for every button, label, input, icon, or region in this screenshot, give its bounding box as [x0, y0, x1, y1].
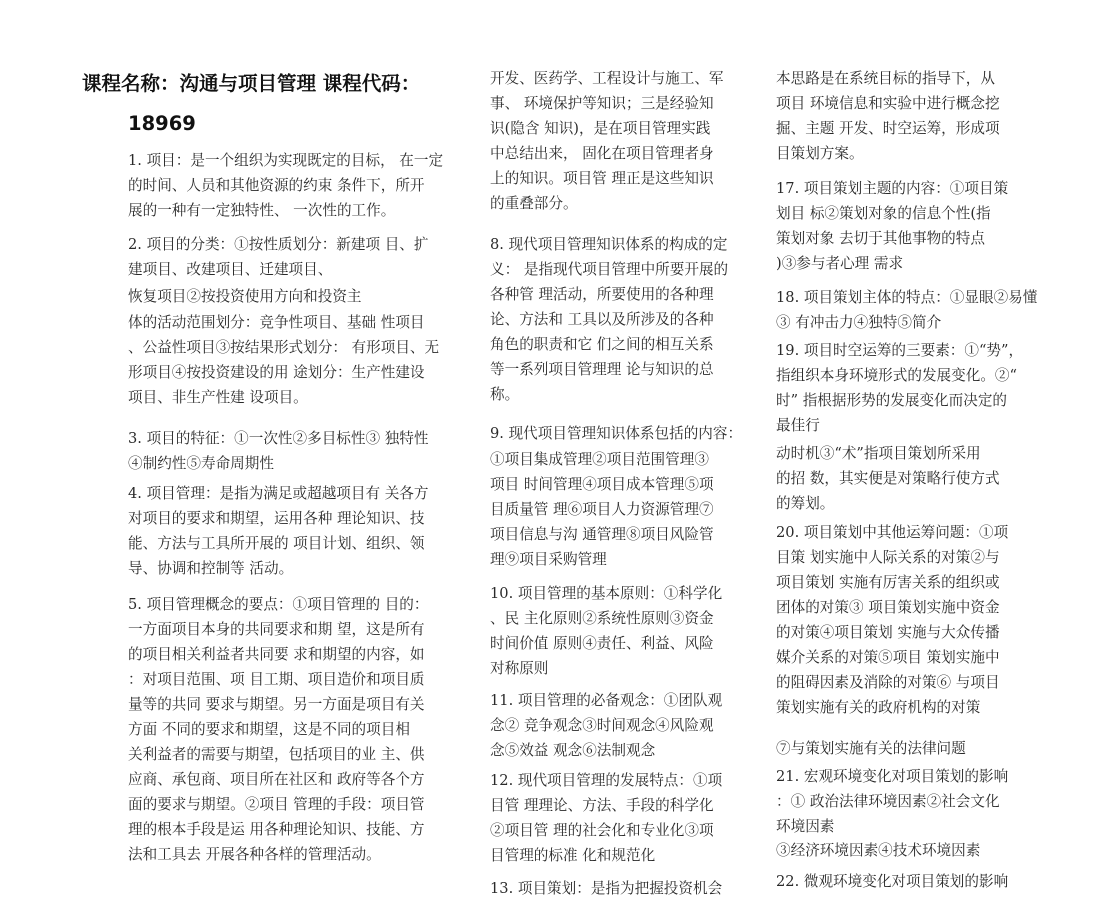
text-line: 18. 项目策划主体的特点：①显眼②易懂 [776, 289, 1038, 306]
paragraph [776, 285, 1048, 335]
text-line: ：① 政治法律环境因素②社会文化 [776, 793, 1000, 810]
text-line: 、公益性项目③按结果形式划分： 有形项目、无 [128, 339, 440, 356]
text-line: 量等的共同 要求与期望。另一方面是项目有关 [128, 696, 425, 713]
text-line: 称。 [490, 386, 520, 403]
text-line: 展的一种有一定独特性、 一次性的工作。 [128, 202, 396, 219]
text-line: 目管 理理论、方法、手段的科学化 [490, 797, 714, 814]
text-line: 义： 是指现代项目管理中所要开展的 [490, 261, 729, 278]
paragraph [776, 736, 1048, 761]
text-line: 一方面项目本身的共同要求和期 望，这是所有 [128, 621, 425, 638]
text-line: 关利益者的需要与期望，包括项目的业 主、供 [128, 746, 425, 763]
text-line: 本思路是在系统目标的指导下，从 [776, 70, 995, 87]
text-line: 20. 项目策划中其他运筹问题：①项 [776, 524, 1009, 541]
text-line: 8. 现代项目管理知识体系的构成的定 [490, 236, 728, 253]
text-line: 对称原则 [490, 660, 549, 677]
text-line: 项目信息与沟 通管理⑧项目风险管 [490, 526, 714, 543]
text-line: 理的根本手段是运 用各种理论知识、技能、方 [128, 821, 425, 838]
text-line: 的招 数，其实便是对策略行使方式 [776, 470, 1000, 487]
text-line: 、民 主化原则②系统性原则③资金 [490, 610, 714, 627]
text-line: 上的知识。项目管 理正是这些知识 [490, 170, 714, 187]
text-line: 论、方法和 工具以及所涉及的各种 [490, 311, 714, 328]
paragraph [776, 838, 1048, 863]
text-line: 策划对象 去切于其他事物的特点 [776, 230, 985, 247]
text-line: ②项目管 理的社会化和专业化③项 [490, 822, 714, 839]
paragraph [490, 421, 752, 446]
text-line: 目质量管 理⑥项目人力资源管理⑦ [490, 501, 714, 518]
paragraph [128, 481, 458, 581]
text-line: 应商、承包商、项目所在社区和 政府等各个方 [128, 771, 425, 788]
paragraph [490, 447, 752, 572]
text-line: 团体的对策③ 项目策划实施中资金 [776, 599, 1000, 616]
text-line: 的筹划。 [776, 495, 835, 512]
text-line: ：对项目范围、项 目工期、项目造价和项目质 [128, 671, 425, 688]
text-line: 项目 时间管理④项目成本管理⑤项 [490, 476, 714, 493]
text-line: ③经济环境因素④技术环境因素 [776, 842, 981, 859]
text-line: 恢复项目②按投资使用方向和投资主 [128, 288, 362, 305]
paragraph [776, 66, 1048, 166]
text-line: 目管理的标准 化和规范化 [490, 847, 656, 864]
text-line: 事、 环境保护等知识；三是经验知 [490, 95, 714, 112]
text-line: 策划实施有关的政府机构的对策 [776, 699, 981, 716]
text-line: 掘、主题 开发、时空运筹，形成项 [776, 120, 1000, 137]
text-line: 形项目④按投资建设的用 途划分：生产性建设 [128, 364, 425, 381]
text-line: 开发、医药学、工程设计与施工、军 [490, 70, 724, 87]
text-line: ④制约性⑤寿命周期性 [128, 455, 274, 472]
paragraph [490, 688, 752, 763]
text-line: 导、协调和控制等 活动。 [128, 560, 294, 577]
text-line: 建项目、改建项目、迁建项目、 [128, 261, 333, 278]
text-line: 念⑤效益 观念⑥法制观念 [490, 742, 656, 759]
text-line: 媒介关系的对策⑤项目 策划实施中 [776, 649, 1000, 666]
paragraph [128, 148, 458, 223]
paragraph [776, 441, 1048, 516]
text-line: 念② 竞争观念③时间观念④风险观 [490, 717, 714, 734]
paragraph [490, 66, 752, 216]
text-line: 17. 项目策划主题的内容：①项目策 [776, 180, 1009, 197]
text-line: 最佳行 [776, 417, 820, 434]
text-line: 理⑨项目采购管理 [490, 551, 607, 568]
paragraph [128, 310, 458, 410]
course-title: 课程名称：沟通与项目管理 课程代码： [82, 72, 421, 95]
text-line: 19. 项目时空运筹的三要素：①“势”， [776, 342, 1024, 359]
text-line: 环境因素 [776, 818, 835, 835]
text-line: 识(隐含 知识)，是在项目管理实践 [490, 120, 711, 137]
text-line: 划目 标②策划对象的信息个性(指 [776, 205, 991, 222]
text-line: 指组织本身环境形式的发展变化。②“ [776, 367, 1017, 384]
text-line: 各种管 理活动，所要使用的各种理 [490, 286, 714, 303]
text-line: 动时机③“术”指项目策划所采用 [776, 445, 981, 462]
text-line: 5. 项目管理概念的要点：①项目管理的 目的： [128, 596, 429, 613]
text-line: 9. 现代项目管理知识体系包括的内容： [490, 425, 743, 442]
text-line: ⑦与策划实施有关的法律问题 [776, 740, 966, 757]
text-line: 的时间、人员和其他资源的约束 条件下，所开 [128, 177, 425, 194]
paragraph [128, 426, 458, 476]
text-line: 3. 项目的特征：①一次性②多目标性③ 独特性 [128, 430, 429, 447]
paragraph [490, 768, 752, 868]
text-line: 10. 项目管理的基本原则：①科学化 [490, 585, 723, 602]
text-line: 能、方法与工具所开展的 项目计划、组织、领 [128, 535, 425, 552]
text-line: 时” 指根据形势的发展变化而决定的 [776, 392, 1008, 409]
text-line: 对项目的要求和期望，运用各种 理论知识、技 [128, 510, 425, 527]
paragraph [776, 176, 1048, 276]
text-line: 体的活动范围划分：竞争性项目、基础 性项目 [128, 314, 425, 331]
paragraph [128, 592, 458, 867]
course-code: 18969 [128, 112, 196, 135]
paragraph [776, 520, 1048, 720]
paragraph [776, 869, 1048, 894]
text-line: 1. 项目：是一个组织为实现既定的目标， 在一定 [128, 152, 444, 169]
text-line: 时间价值 原则④责任、利益、风险 [490, 635, 714, 652]
text-line: 角色的职责和它 们之间的相互关系 [490, 336, 714, 353]
text-line: 项目策划 实施有厉害关系的组织或 [776, 574, 1000, 591]
paragraph [490, 232, 752, 407]
text-line: 项目、非生产性建 设项目。 [128, 389, 308, 406]
text-line: 等一系列项目管理理 论与知识的总 [490, 361, 714, 378]
paragraph [490, 876, 752, 901]
text-line: 11. 项目管理的必备观念：①团队观 [490, 692, 723, 709]
text-line: 的对策④项目策划 实施与大众传播 [776, 624, 1000, 641]
text-line: ③ 有冲击力④独特⑤简介 [776, 314, 942, 331]
text-line: 方面 不同的要求和期望，这是不同的项目相 [128, 721, 410, 738]
text-line: 2. 项目的分类：①按性质划分：新建项 目、扩 [128, 236, 429, 253]
text-line: 项目 环境信息和实验中进行概念挖 [776, 95, 1000, 112]
text-line: 目策划方案。 [776, 145, 864, 162]
text-line: 的阻碍因素及消除的对策⑥ 与项目 [776, 674, 1000, 691]
paragraph [776, 338, 1048, 438]
paragraph [128, 284, 458, 309]
text-line: )③参与者心理 需求 [776, 255, 904, 272]
text-line: 12. 现代项目管理的发展特点：①项 [490, 772, 723, 789]
text-line: 面的要求与期望。②项目 管理的手段：项目管 [128, 796, 425, 813]
text-line: 22. 微观环境变化对项目策划的影响 [776, 873, 1009, 890]
paragraph [776, 764, 1048, 839]
paragraph [128, 232, 458, 282]
text-line: 的项目相关利益者共同要 求和期望的内容，如 [128, 646, 425, 663]
text-line: 中总结出来， 固化在项目管理者身 [490, 145, 714, 162]
text-line: 13. 项目策划：是指为把握投资机会 [490, 880, 723, 897]
text-line: 4. 项目管理：是指为满足或超越项目有 关各方 [128, 485, 429, 502]
paragraph [490, 581, 752, 681]
text-line: 目策 划实施中人际关系的对策②与 [776, 549, 1000, 566]
text-line: ①项目集成管理②项目范围管理③ [490, 451, 709, 468]
text-line: 的重叠部分。 [490, 195, 578, 212]
text-line: 法和工具去 开展各种各样的管理活动。 [128, 846, 381, 863]
text-line: 21. 宏观环境变化对项目策划的影响 [776, 768, 1009, 785]
